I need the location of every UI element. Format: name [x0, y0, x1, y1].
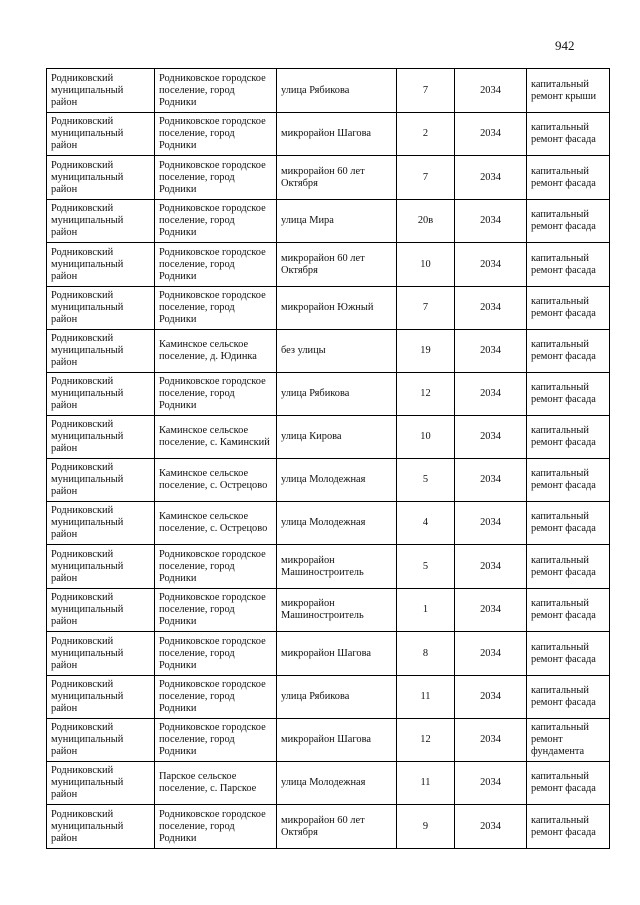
district-cell: Родниковский муниципальный район — [47, 330, 155, 373]
table-row — [47, 502, 610, 545]
settlement-cell: Родниковское городское поселение, город Родники — [155, 156, 277, 200]
year-cell: 2034 — [455, 330, 527, 373]
table-row — [47, 676, 610, 719]
street-cell: улица Мира — [277, 200, 397, 243]
table-row — [47, 589, 610, 632]
year-cell: 2034 — [455, 589, 527, 632]
year-cell: 2034 — [455, 243, 527, 287]
street-cell: микрорайон Шагова — [277, 113, 397, 156]
table-row — [47, 330, 610, 373]
settlement-cell: Родниковское городское поселение, город Родники — [155, 373, 277, 416]
house-number-cell: 9 — [397, 805, 455, 849]
house-number-cell: 7 — [397, 156, 455, 200]
settlement-cell: Родниковское городское поселение, город Родники — [155, 805, 277, 849]
house-number-cell: 7 — [397, 69, 455, 113]
year-cell: 2034 — [455, 805, 527, 849]
settlement-cell: Каминское сельское поселение, с. Острецово — [155, 502, 277, 545]
year-cell: 2034 — [455, 719, 527, 762]
house-number-cell: 11 — [397, 676, 455, 719]
street-cell: улица Рябикова — [277, 373, 397, 416]
work-type-cell: капитальный ремонт фасада — [527, 502, 610, 545]
settlement-cell: Родниковское городское поселение, город Родники — [155, 589, 277, 632]
street-cell: микрорайон Машиностроитель — [277, 545, 397, 589]
house-number-cell: 4 — [397, 502, 455, 545]
year-cell: 2034 — [455, 200, 527, 243]
year-cell: 2034 — [455, 502, 527, 545]
settlement-cell: Парское сельское поселение, с. Парское — [155, 762, 277, 805]
district-cell: Родниковский муниципальный район — [47, 459, 155, 502]
work-type-cell: капитальный ремонт фасада — [527, 287, 610, 330]
settlement-cell: Родниковское городское поселение, город Родники — [155, 719, 277, 762]
street-cell: микрорайон 60 лет Октября — [277, 805, 397, 849]
table-row — [47, 416, 610, 459]
work-type-cell: капитальный ремонт фасада — [527, 459, 610, 502]
street-cell: микрорайон Южный — [277, 287, 397, 330]
repair-registry-table — [46, 68, 610, 849]
table-row — [47, 200, 610, 243]
settlement-cell: Родниковское городское поселение, город Родники — [155, 287, 277, 330]
street-cell: улица Рябикова — [277, 676, 397, 719]
house-number-cell: 11 — [397, 762, 455, 805]
district-cell: Родниковский муниципальный район — [47, 287, 155, 330]
settlement-cell: Родниковское городское поселение, город Родники — [155, 113, 277, 156]
house-number-cell: 7 — [397, 287, 455, 330]
district-cell: Родниковский муниципальный район — [47, 805, 155, 849]
year-cell: 2034 — [455, 373, 527, 416]
street-cell: микрорайон 60 лет Октября — [277, 156, 397, 200]
district-cell: Родниковский муниципальный район — [47, 676, 155, 719]
settlement-cell: Родниковское городское поселение, город Родники — [155, 632, 277, 676]
district-cell: Родниковский муниципальный район — [47, 502, 155, 545]
district-cell: Родниковский муниципальный район — [47, 545, 155, 589]
table-row — [47, 459, 610, 502]
table-row — [47, 156, 610, 200]
work-type-cell: капитальный ремонт фасада — [527, 762, 610, 805]
year-cell: 2034 — [455, 676, 527, 719]
street-cell: без улицы — [277, 330, 397, 373]
year-cell: 2034 — [455, 416, 527, 459]
district-cell: Родниковский муниципальный район — [47, 589, 155, 632]
district-cell: Родниковский муниципальный район — [47, 113, 155, 156]
work-type-cell: капитальный ремонт фасада — [527, 676, 610, 719]
district-cell: Родниковский муниципальный район — [47, 200, 155, 243]
work-type-cell: капитальный ремонт фасада — [527, 589, 610, 632]
work-type-cell: капитальный ремонт фасада — [527, 200, 610, 243]
settlement-cell: Родниковское городское поселение, город Родники — [155, 200, 277, 243]
district-cell: Родниковский муниципальный район — [47, 243, 155, 287]
house-number-cell: 5 — [397, 545, 455, 589]
work-type-cell: капитальный ремонт фасада — [527, 632, 610, 676]
district-cell: Родниковский муниципальный район — [47, 156, 155, 200]
work-type-cell: капитальный ремонт фасада — [527, 805, 610, 849]
work-type-cell: капитальный ремонт фундамента — [527, 719, 610, 762]
settlement-cell: Родниковское городское поселение, город Родники — [155, 545, 277, 589]
settlement-cell: Родниковское городское поселение, город Родники — [155, 243, 277, 287]
table-row — [47, 762, 610, 805]
work-type-cell: капитальный ремонт фасада — [527, 545, 610, 589]
house-number-cell: 10 — [397, 416, 455, 459]
street-cell: улица Молодежная — [277, 762, 397, 805]
house-number-cell: 10 — [397, 243, 455, 287]
work-type-cell: капитальный ремонт фасада — [527, 113, 610, 156]
district-cell: Родниковский муниципальный район — [47, 416, 155, 459]
year-cell: 2034 — [455, 287, 527, 330]
year-cell: 2034 — [455, 545, 527, 589]
table-body — [47, 69, 610, 849]
settlement-cell: Каминское сельское поселение, с. Острецово — [155, 459, 277, 502]
year-cell: 2034 — [455, 69, 527, 113]
work-type-cell: капитальный ремонт фасада — [527, 330, 610, 373]
settlement-cell: Каминское сельское поселение, с. Каминский — [155, 416, 277, 459]
settlement-cell: Родниковское городское поселение, город Родники — [155, 69, 277, 113]
street-cell: микрорайон Шагова — [277, 632, 397, 676]
table-row — [47, 719, 610, 762]
house-number-cell: 12 — [397, 373, 455, 416]
table-row — [47, 632, 610, 676]
table-row — [47, 805, 610, 849]
district-cell: Родниковский муниципальный район — [47, 69, 155, 113]
street-cell: улица Молодежная — [277, 502, 397, 545]
table-row — [47, 287, 610, 330]
house-number-cell: 2 — [397, 113, 455, 156]
settlement-cell: Родниковское городское поселение, город Родники — [155, 676, 277, 719]
street-cell: микрорайон Машиностроитель — [277, 589, 397, 632]
year-cell: 2034 — [455, 113, 527, 156]
house-number-cell: 1 — [397, 589, 455, 632]
district-cell: Родниковский муниципальный район — [47, 373, 155, 416]
street-cell: микрорайон 60 лет Октября — [277, 243, 397, 287]
work-type-cell: капитальный ремонт фасада — [527, 156, 610, 200]
settlement-cell: Каминское сельское поселение, д. Юдинка — [155, 330, 277, 373]
work-type-cell: капитальный ремонт фасада — [527, 243, 610, 287]
work-type-cell: капитальный ремонт фасада — [527, 373, 610, 416]
house-number-cell: 12 — [397, 719, 455, 762]
table-row — [47, 69, 610, 113]
year-cell: 2034 — [455, 762, 527, 805]
street-cell: микрорайон Шагова — [277, 719, 397, 762]
district-cell: Родниковский муниципальный район — [47, 719, 155, 762]
table-row — [47, 243, 610, 287]
year-cell: 2034 — [455, 459, 527, 502]
house-number-cell: 5 — [397, 459, 455, 502]
street-cell: улица Молодежная — [277, 459, 397, 502]
table-row — [47, 373, 610, 416]
house-number-cell: 20в — [397, 200, 455, 243]
district-cell: Родниковский муниципальный район — [47, 762, 155, 805]
street-cell: улица Кирова — [277, 416, 397, 459]
table-row — [47, 113, 610, 156]
district-cell: Родниковский муниципальный район — [47, 632, 155, 676]
street-cell: улица Рябикова — [277, 69, 397, 113]
work-type-cell: капитальный ремонт крыши — [527, 69, 610, 113]
year-cell: 2034 — [455, 632, 527, 676]
work-type-cell: капитальный ремонт фасада — [527, 416, 610, 459]
house-number-cell: 8 — [397, 632, 455, 676]
year-cell: 2034 — [455, 156, 527, 200]
house-number-cell: 19 — [397, 330, 455, 373]
page-number: 942 — [555, 38, 575, 53]
table-row — [47, 545, 610, 589]
